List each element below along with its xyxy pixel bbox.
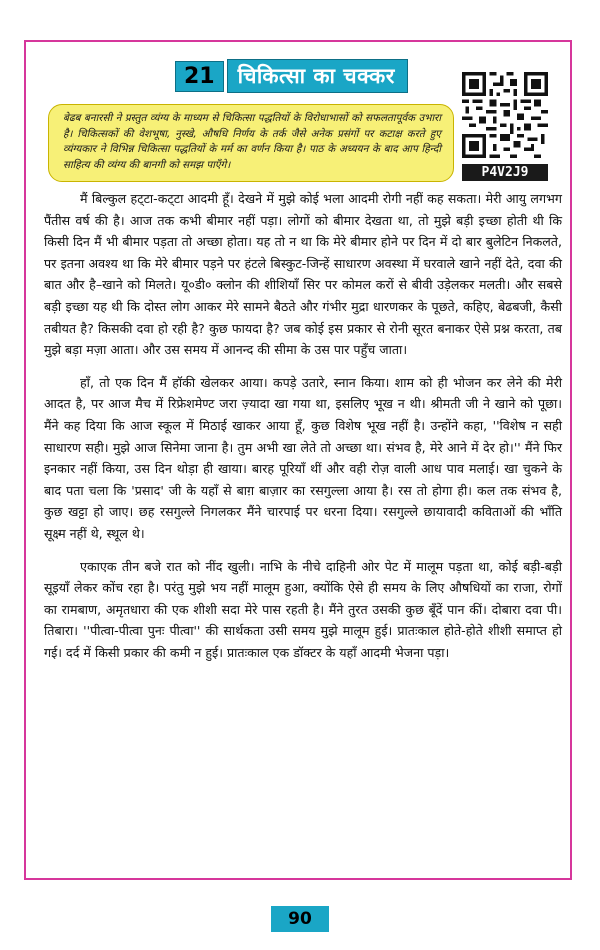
intro-box: बेढब बनारसी ने प्रस्तुत व्यंग्य के माध्यम से चिकित्सा पद्धतियों के विरोधाभासों को सफलतापूर्वक उभारा है। चिकित्सकों की वेशभूषा, नुस्खे, औषधि निर्णय के तर्क जैसे अनेक प्रसंगों पर कटाक्ष करते हुए व्यंग्यकार ने विभिन्न चिकित्सा पद्धतियों के मर्म का वर्णन किया है। पाठ के अध्ययन के बाद आप हिन्दी साहित्य की व्यंग्य की बानगी को समझ पाएँगे। xyxy=(48,104,454,182)
page-number: 90 xyxy=(271,906,329,932)
chapter-title: चिकित्सा का चक्कर xyxy=(227,59,408,93)
paragraph: हाँ, तो एक दिन मैं हॉकी खेलकर आया। कपड़े उतारे, स्नान किया। शाम को ही भोजन कर लेने की मेरी आदत है, पर आज मैच में रिफ्रेशमेण्ट जरा ज़्यादा खा गया था, इसलिए भूख न थी। श्रीमती जी ने खाने को पूछा। मैंने कह दिया कि आज स्कूल में मिठाई खाकर आया हूँ, कुछ विशेष भूख नहीं है। उन्होंने कहा, ''विशेष न सही साधारण सही। मुझे आज सिनेमा जाना है। तुम अभी खा लेते तो अच्छा था। संभव है, मेरे आने में देर हो।'' मैंने फिर इनकार नहीं किया, उस दिन थोड़ा ही खाया। बारह पूरियाँ थीं और वही रोज़ वाली आध पाव मलाई। खा चुकने के बाद पता चला कि 'प्रसाद' जी के यहाँ से बाग़ बाज़ार का रसगुल्ला आया है। रस तो होगा ही। कल तक संभव है, कुछ खट्टा हो जाए। छह रसगुल्ले निगलकर मैंने चारपाई पर धरना दिया। रसगुल्ले छायावादी कविताओं की भाँति सूक्ष्म नहीं थे, स्थूल थे। xyxy=(44,374,562,541)
qr-code-icon[interactable] xyxy=(462,72,548,158)
chapter-number: 21 xyxy=(175,61,224,92)
paragraph: एकाएक तीन बजे रात को नींद खुली। नाभि के नीचे दाहिनी ओर पेट में मालूम पड़ता था, कोई बड़ी-बड़ी सूइयाँ लेकर कोंच रहा है। परंतु मुझे भय नहीं मालूम हुआ, क्योंकि ऐसे ही समय के लिए औषधियों का राजा, रोगों का रामबाण, अमृतधारा की एक शीशी सदा मेरे पास रहती है। मैंने तुरत उसकी कुछ बूँदें पान कीं। दोबारा दवा पी। तिबारा। ''पीत्वा-पीत्वा पुनः पीत्वा'' की सार्थकता उसी समय मुझे मालूम हुई। प्रातःकाल होते-होते शीशी समाप्त हो गई। दर्द में किसी प्रकार की कमी न हुई। प्रातःकाल एक डॉक्टर के यहाँ आदमी भेजना पड़ा। xyxy=(44,558,562,660)
qr-block[interactable] xyxy=(462,72,548,186)
qr-code-label: P4V2J9 xyxy=(462,164,548,181)
paragraph: मैं बिल्कुल हट्‌टा-कट्‌टा आदमी हूँ। देखने में मुझे कोई भला आदमी रोगी नहीं कह सकता। मेरी आयु लगभग पैंतीस वर्ष की है। आज तक कभी बीमार नहीं पड़ा। लोगों को बीमार देखता था, तो मुझे बड़ी इच्छा होती थी कि किसी दिन मैं भी बीमार पड़ता तो अच्छा होता। यह तो न था कि मेरे बीमार होने पर दिन में दो बार बुलेटिन निकलते, पर इतना अवश्य था कि मेरे बीमार पड़ने पर हंटले बिस्कुट-जिन्हें साधारण अवस्था में घरवाले खाने नहीं देते, दवा की बात और है–खाने को मिलते। यू०डी० क्लोन की शीशियाँ सिर पर कोमल करों से बीवी उड़ेलकर मलती। और सबसे बड़ी इच्छा यह थी कि दोस्त लोग आकर मेरे सामने बैठते और गंभीर मुद्रा धारणकर के पूछते, कहिए, बेढबजी, कैसी तबीयत है? किसकी दवा हो रही है? कुछ फायदा है? जब कोई इस प्रकार से रोनी सूरत बनाकर ऐसे प्रश्न करता, तब मुझे बड़ा मज़ा आता। और उस समय में आनन्द की सीमा के उस पार पहुँच जाता। xyxy=(44,191,562,358)
chapter-body xyxy=(44,188,562,674)
chapter-heading xyxy=(175,60,408,92)
